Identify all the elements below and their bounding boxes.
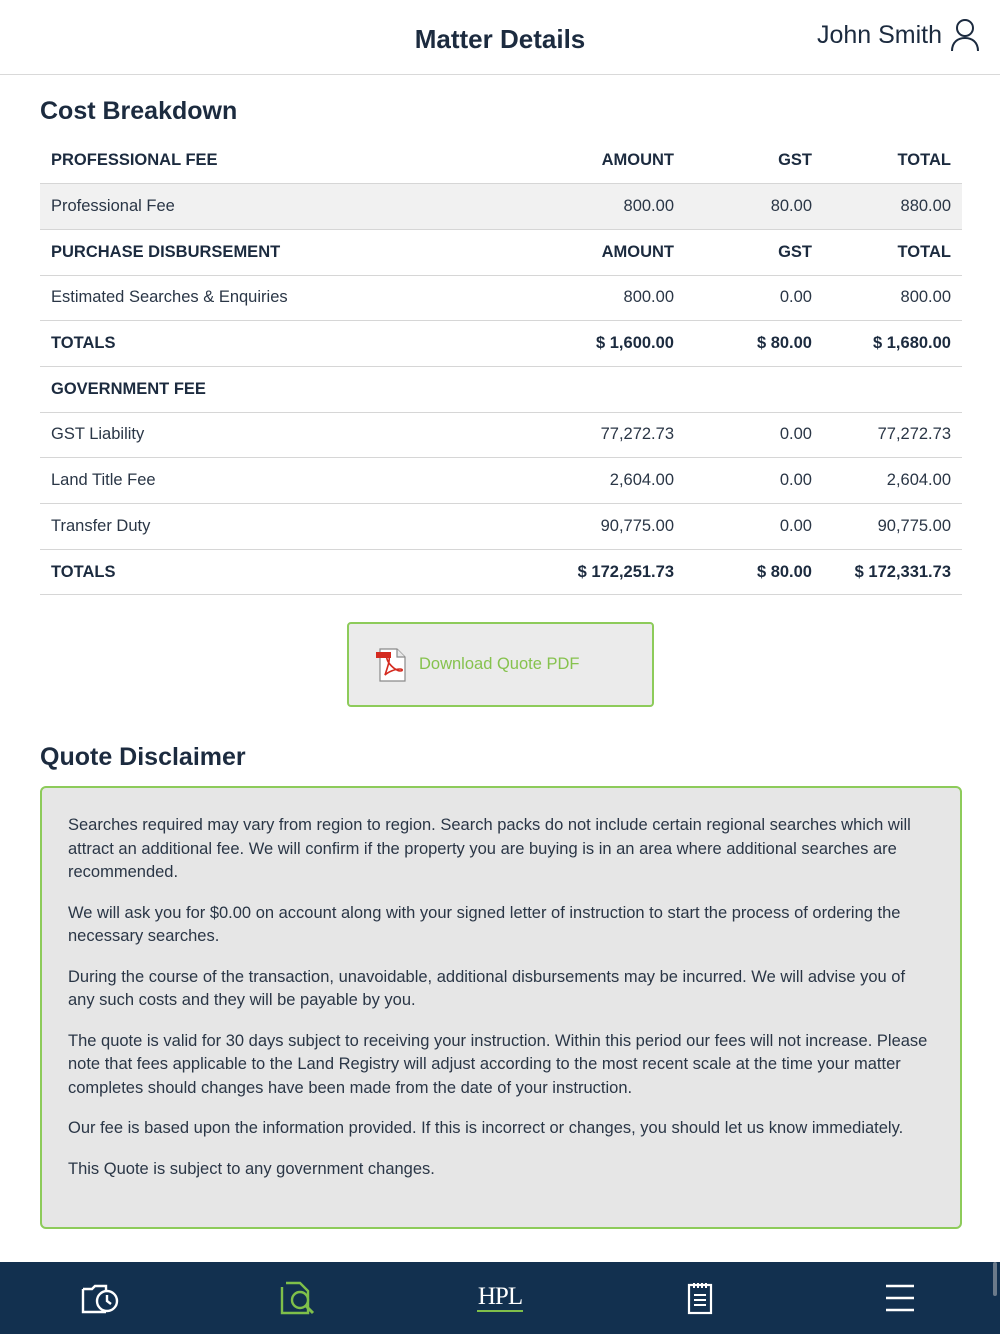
table-cell-value: 800.00 <box>540 184 685 230</box>
table-row <box>40 184 962 230</box>
disclaimer-paragraph: Searches required may vary from region to region. Search packs do not include certain regional searches which will attract an additional fee. We will confirm if the property you are buying is in an area where additional searches are recommended. <box>68 816 911 881</box>
table-cell-value: TOTAL <box>823 138 962 184</box>
user-icon[interactable] <box>950 18 980 52</box>
table-cell-value: $ 172,251.73 <box>540 549 685 595</box>
disclaimer-paragraph: This Quote is subject to any government changes. <box>68 1159 435 1178</box>
nav-home-hpl[interactable] <box>460 1262 540 1334</box>
clipboard-icon <box>687 1281 713 1315</box>
table-cell-value: 800.00 <box>540 275 685 321</box>
table-cell-value: GST <box>685 138 823 184</box>
table-header-row <box>40 229 962 275</box>
nav-notes[interactable] <box>660 1262 740 1334</box>
download-quote-pdf-button[interactable] <box>347 622 654 707</box>
disclaimer-paragraph: During the course of the transaction, unavoidable, additional disbursements may be incurred. We will advise you of any such costs and they will be payable by you. <box>68 967 906 1009</box>
table-cell-value: 0.00 <box>685 458 823 504</box>
table-cell-value: 2,604.00 <box>823 458 962 504</box>
table-cell-label: Estimated Searches & Enquiries <box>40 275 540 321</box>
table-cell-value: $ 1,600.00 <box>540 321 685 367</box>
table-header-row <box>40 138 962 184</box>
table-cell-value: $ 172,331.73 <box>823 549 962 595</box>
table-header-row <box>40 366 962 412</box>
table-cell-label: PROFESSIONAL FEE <box>40 138 540 184</box>
user-name[interactable]: John Smith <box>816 20 942 49</box>
table-totals-row <box>40 549 962 595</box>
disclaimer-paragraph: The quote is valid for 30 days subject to receiving your instruction. Within this period our fees will not increase. Please note that fees applicable to the Land Registry will adjust according to the most recent scale at the time your matter completes should changes have been made from the date of your instruction. <box>68 1031 928 1097</box>
page-title: Matter Details <box>414 24 586 54</box>
disclaimer-box <box>40 786 962 1229</box>
table-row <box>40 504 962 550</box>
table-cell-value <box>685 366 823 412</box>
table-cell-value: $ 80.00 <box>685 321 823 367</box>
table-row <box>40 458 962 504</box>
table-cell-value: 0.00 <box>685 504 823 550</box>
disclaimer-paragraph: We will ask you for $0.00 on account along with your signed letter of instruction to start the process of ordering the necessary searches. <box>68 903 901 945</box>
nav-history[interactable] <box>60 1262 140 1334</box>
table-cell-value: 77,272.73 <box>823 412 962 458</box>
cost-breakdown-title: Cost Breakdown <box>40 97 238 125</box>
table-cell-value: 800.00 <box>823 275 962 321</box>
table-cell-value: 0.00 <box>685 275 823 321</box>
disclaimer-paragraph: Our fee is based upon the information provided. If this is incorrect or changes, you should let us know immediately. <box>68 1119 904 1137</box>
hamburger-menu-icon <box>885 1283 915 1313</box>
pdf-icon <box>376 648 408 682</box>
bottom-nav-bar <box>0 1262 1000 1334</box>
table-cell-value <box>823 366 962 412</box>
table-totals-row <box>40 321 962 367</box>
table-cell-value: $ 1,680.00 <box>823 321 962 367</box>
nav-menu[interactable] <box>860 1262 940 1334</box>
table-cell-value: 77,272.73 <box>540 412 685 458</box>
scroll-indicator[interactable] <box>993 1262 997 1296</box>
user-profile[interactable] <box>817 18 980 52</box>
table-cell-label: Professional Fee <box>40 184 540 230</box>
table-cell-value: 90,775.00 <box>823 504 962 550</box>
table-cell-label: Transfer Duty <box>40 504 540 550</box>
table-cell-value: GST <box>685 229 823 275</box>
table-cell-label: Land Title Fee <box>40 458 540 504</box>
table-cell-value: AMOUNT <box>540 229 685 275</box>
table-cell-value: $ 80.00 <box>685 549 823 595</box>
app-header <box>0 0 1000 75</box>
table-cell-value: 80.00 <box>685 184 823 230</box>
table-cell-value <box>540 366 685 412</box>
table-cell-label: TOTALS <box>40 549 540 595</box>
hpl-logo: HPL <box>477 1283 523 1310</box>
search-document-icon <box>280 1281 320 1315</box>
table-cell-label: GST Liability <box>40 412 540 458</box>
table-row <box>40 412 962 458</box>
table-row <box>40 275 962 321</box>
table-cell-value: 2,604.00 <box>540 458 685 504</box>
table-cell-label: GOVERNMENT FEE <box>40 366 540 412</box>
table-cell-value: TOTAL <box>823 229 962 275</box>
cost-breakdown-table <box>40 138 962 595</box>
nav-search[interactable] <box>260 1262 340 1334</box>
download-button-label[interactable]: Download Quote PDF <box>419 655 580 673</box>
table-cell-value: 90,775.00 <box>540 504 685 550</box>
table-cell-value: 880.00 <box>823 184 962 230</box>
table-cell-value: 0.00 <box>685 412 823 458</box>
quote-disclaimer-title: Quote Disclaimer <box>40 743 246 771</box>
table-cell-value: AMOUNT <box>540 138 685 184</box>
clock-folder-icon <box>80 1281 120 1315</box>
table-cell-label: TOTALS <box>40 321 540 367</box>
table-cell-label: PURCHASE DISBURSEMENT <box>40 229 540 275</box>
